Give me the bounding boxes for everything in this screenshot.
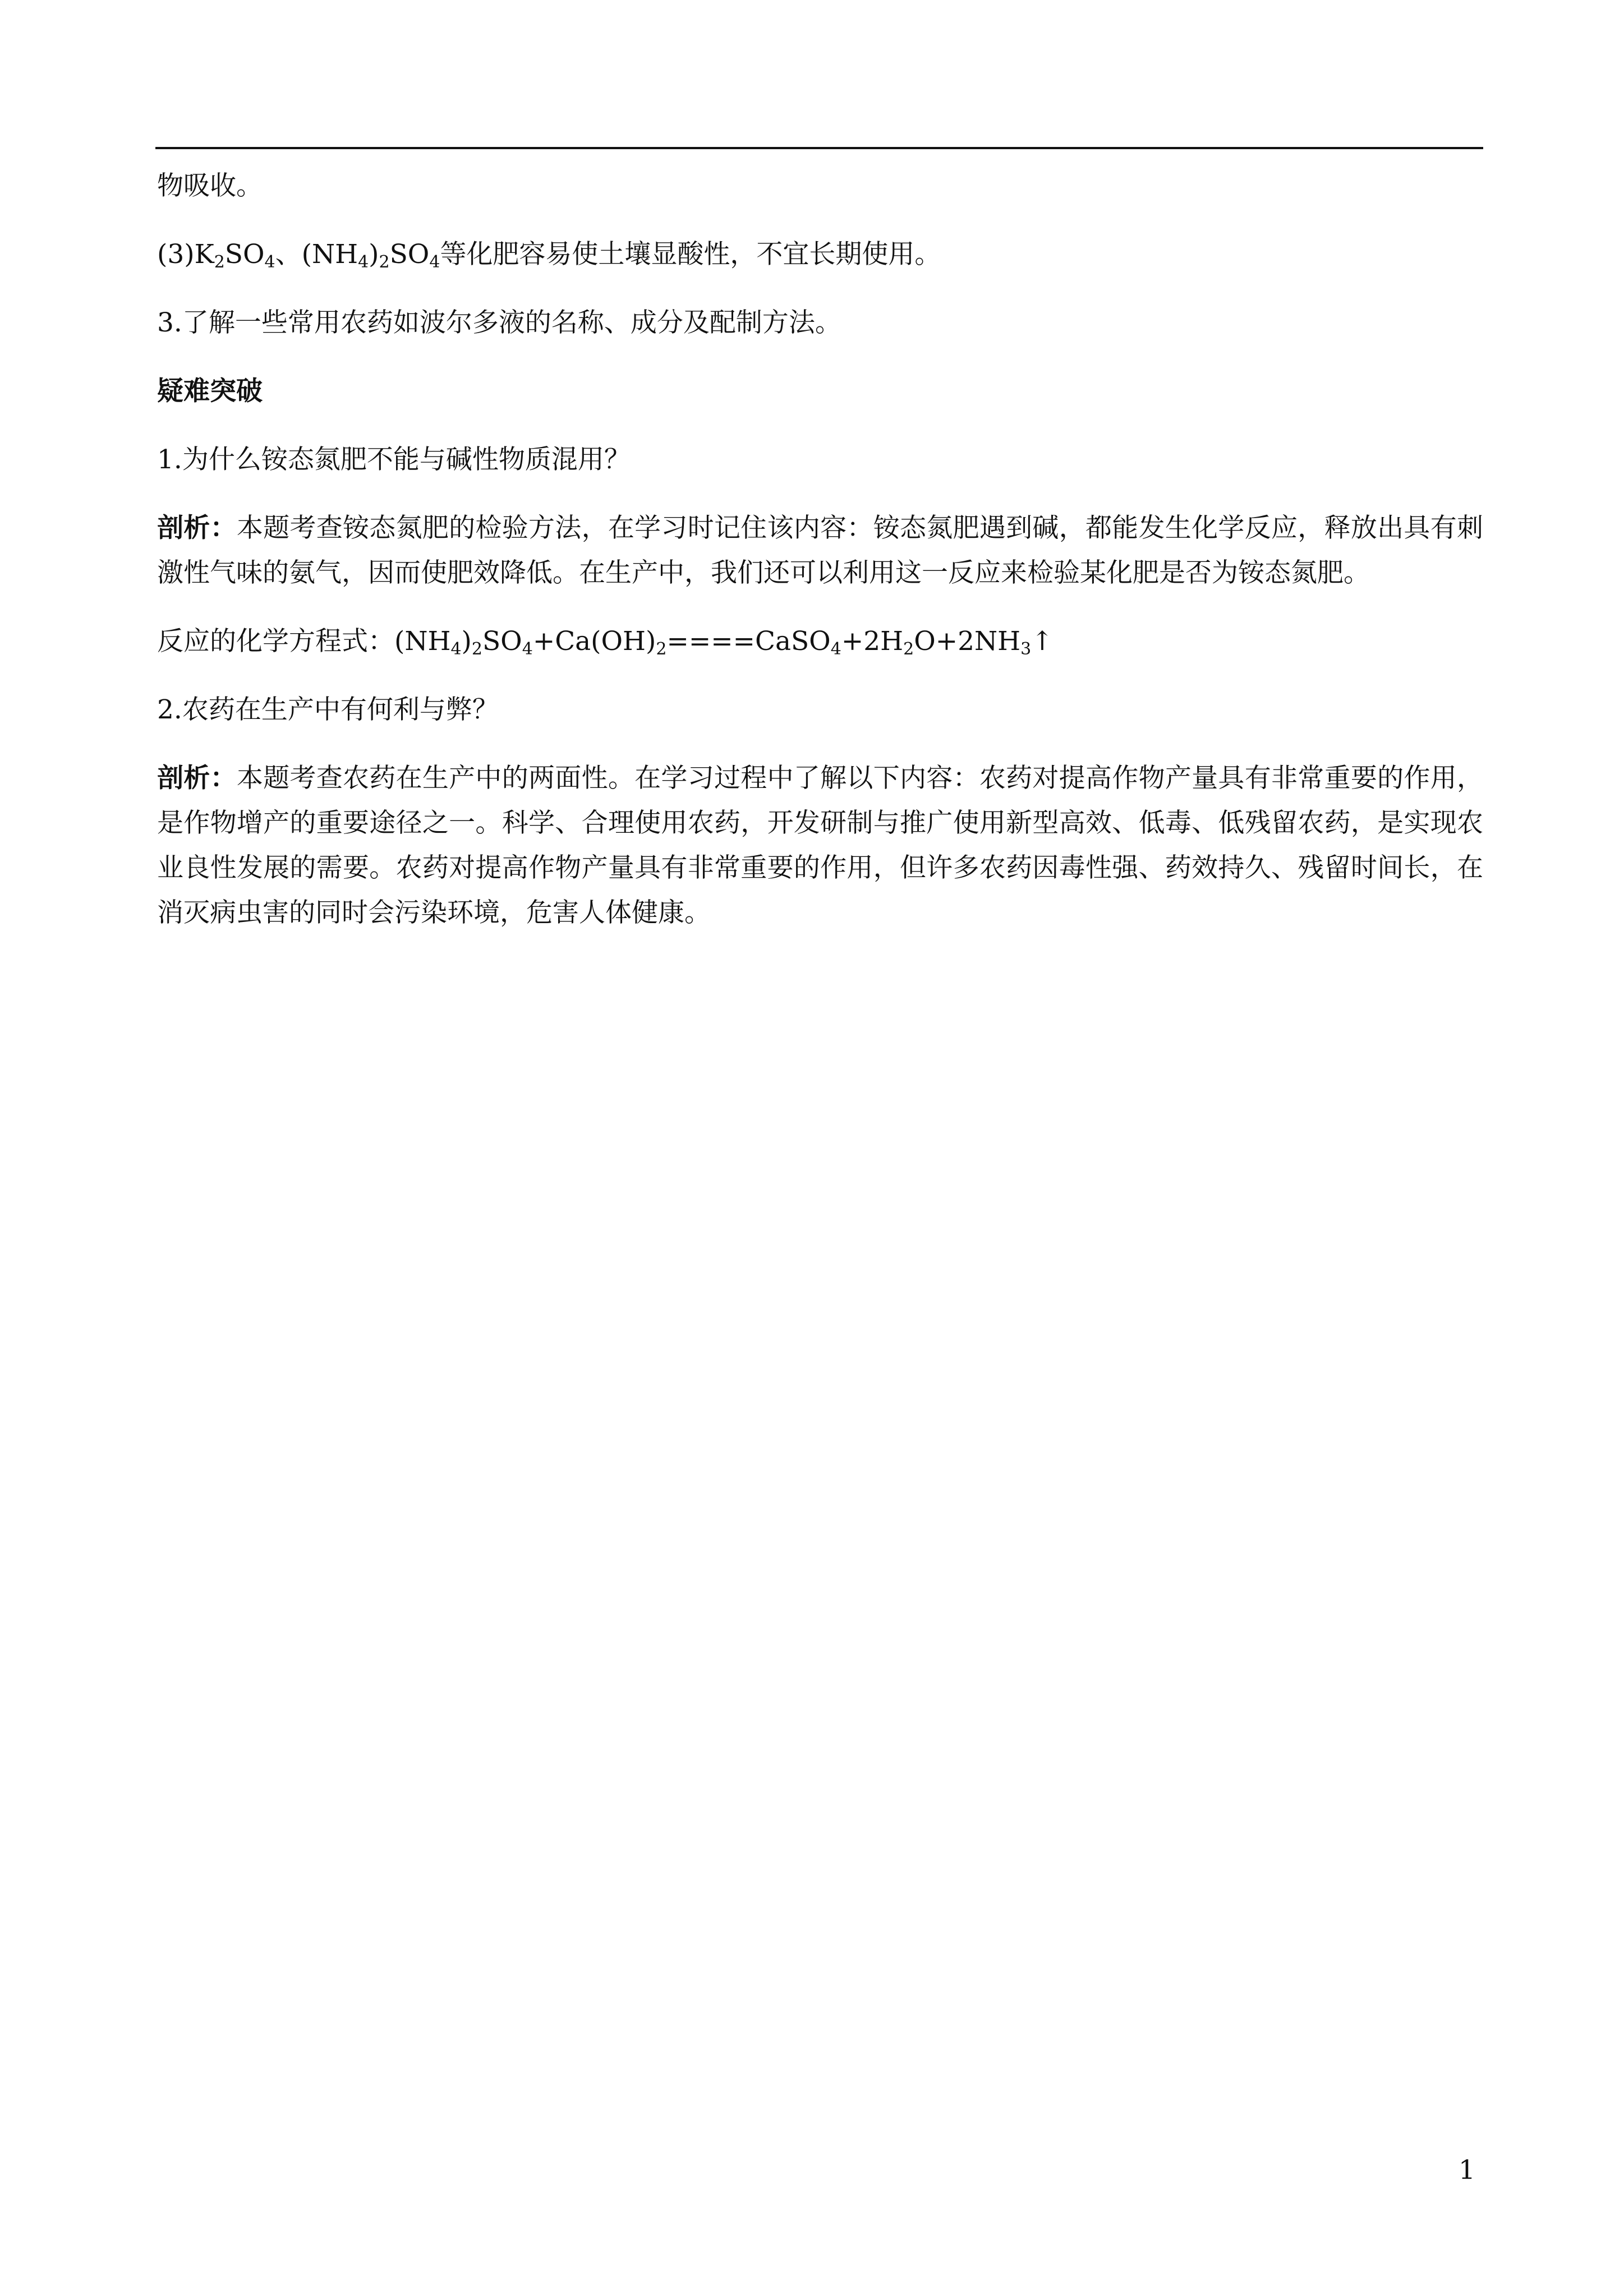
subscript: 2 xyxy=(214,252,225,272)
analysis-1 xyxy=(157,506,1483,596)
analysis-1-body: 本题考查铵态氮肥的检验方法，在学习时记住该内容：铵态氮肥遇到碱，都能发生化学反应，释放出具有刺激性气味的氨气，因而使肥效降低。在生产中，我们还可以利用这一反应来检验某化肥是否为铵态氮肥。 xyxy=(157,513,1483,588)
equation-prefix: 反应的化学方程式：(NH xyxy=(157,626,451,657)
gas-arrow-icon: ↑ xyxy=(1031,626,1053,657)
equation-part: ====CaSO xyxy=(666,626,831,657)
subscript: 2 xyxy=(379,252,390,272)
subscript: 4 xyxy=(358,252,369,272)
text-line-1: 物吸收。 xyxy=(157,170,263,201)
subscript: 3 xyxy=(1020,639,1032,659)
equation-part: O+2NH xyxy=(914,626,1021,657)
chemical-equation xyxy=(157,619,1483,664)
page-number: 1 xyxy=(1459,2155,1475,2186)
equation-part: ) xyxy=(461,626,472,657)
line2-part: SO xyxy=(224,239,265,270)
page-content xyxy=(157,164,1483,935)
question-2: 2.农药在生产中有何利与弊？ xyxy=(157,694,499,725)
analysis-2 xyxy=(157,756,1483,935)
subscript: 4 xyxy=(264,252,275,272)
subscript: 4 xyxy=(830,639,841,659)
line2-part: ) xyxy=(369,239,379,270)
text-line-3: 3.了解一些常用农药如波尔多液的名称、成分及配制方法。 xyxy=(157,307,841,338)
analysis-label: 剖析： xyxy=(157,763,237,794)
line2-part: SO xyxy=(389,239,430,270)
line2-suffix: 等化肥容易使土壤显酸性，不宜长期使用。 xyxy=(440,239,941,270)
subscript: 2 xyxy=(656,639,667,659)
equation-part: +Ca(OH) xyxy=(532,626,656,657)
text-line-2 xyxy=(157,232,1483,277)
header-rule xyxy=(155,147,1483,149)
subscript: 4 xyxy=(429,252,440,272)
subscript: 2 xyxy=(471,639,482,659)
equation-part: SO xyxy=(482,626,522,657)
line2-prefix: (3)K xyxy=(157,239,214,270)
line2-part: 、(NH xyxy=(275,239,358,270)
subscript: 4 xyxy=(450,639,462,659)
section-heading: 疑难突破 xyxy=(157,376,263,407)
question-1: 1.为什么铵态氮肥不能与碱性物质混用？ xyxy=(157,444,631,475)
analysis-label: 剖析： xyxy=(157,513,237,543)
equation-part: +2H xyxy=(841,626,904,657)
subscript: 4 xyxy=(522,639,533,659)
subscript: 2 xyxy=(903,639,914,659)
analysis-2-body: 本题考查农药在生产中的两面性。在学习过程中了解以下内容：农药对提高作物产量具有非常重要的作用，是作物增产的重要途径之一。科学、合理使用农药，开发研制与推广使用新型高效、低毒、低残留农药，是实现农业良性发展的需要。农药对提高作物产量具有非常重要的作用，但许多农药因毒性强、药效持久、残留时间长，在消灭病虫害的同时会污染环境，危害人体健康。 xyxy=(157,763,1483,928)
